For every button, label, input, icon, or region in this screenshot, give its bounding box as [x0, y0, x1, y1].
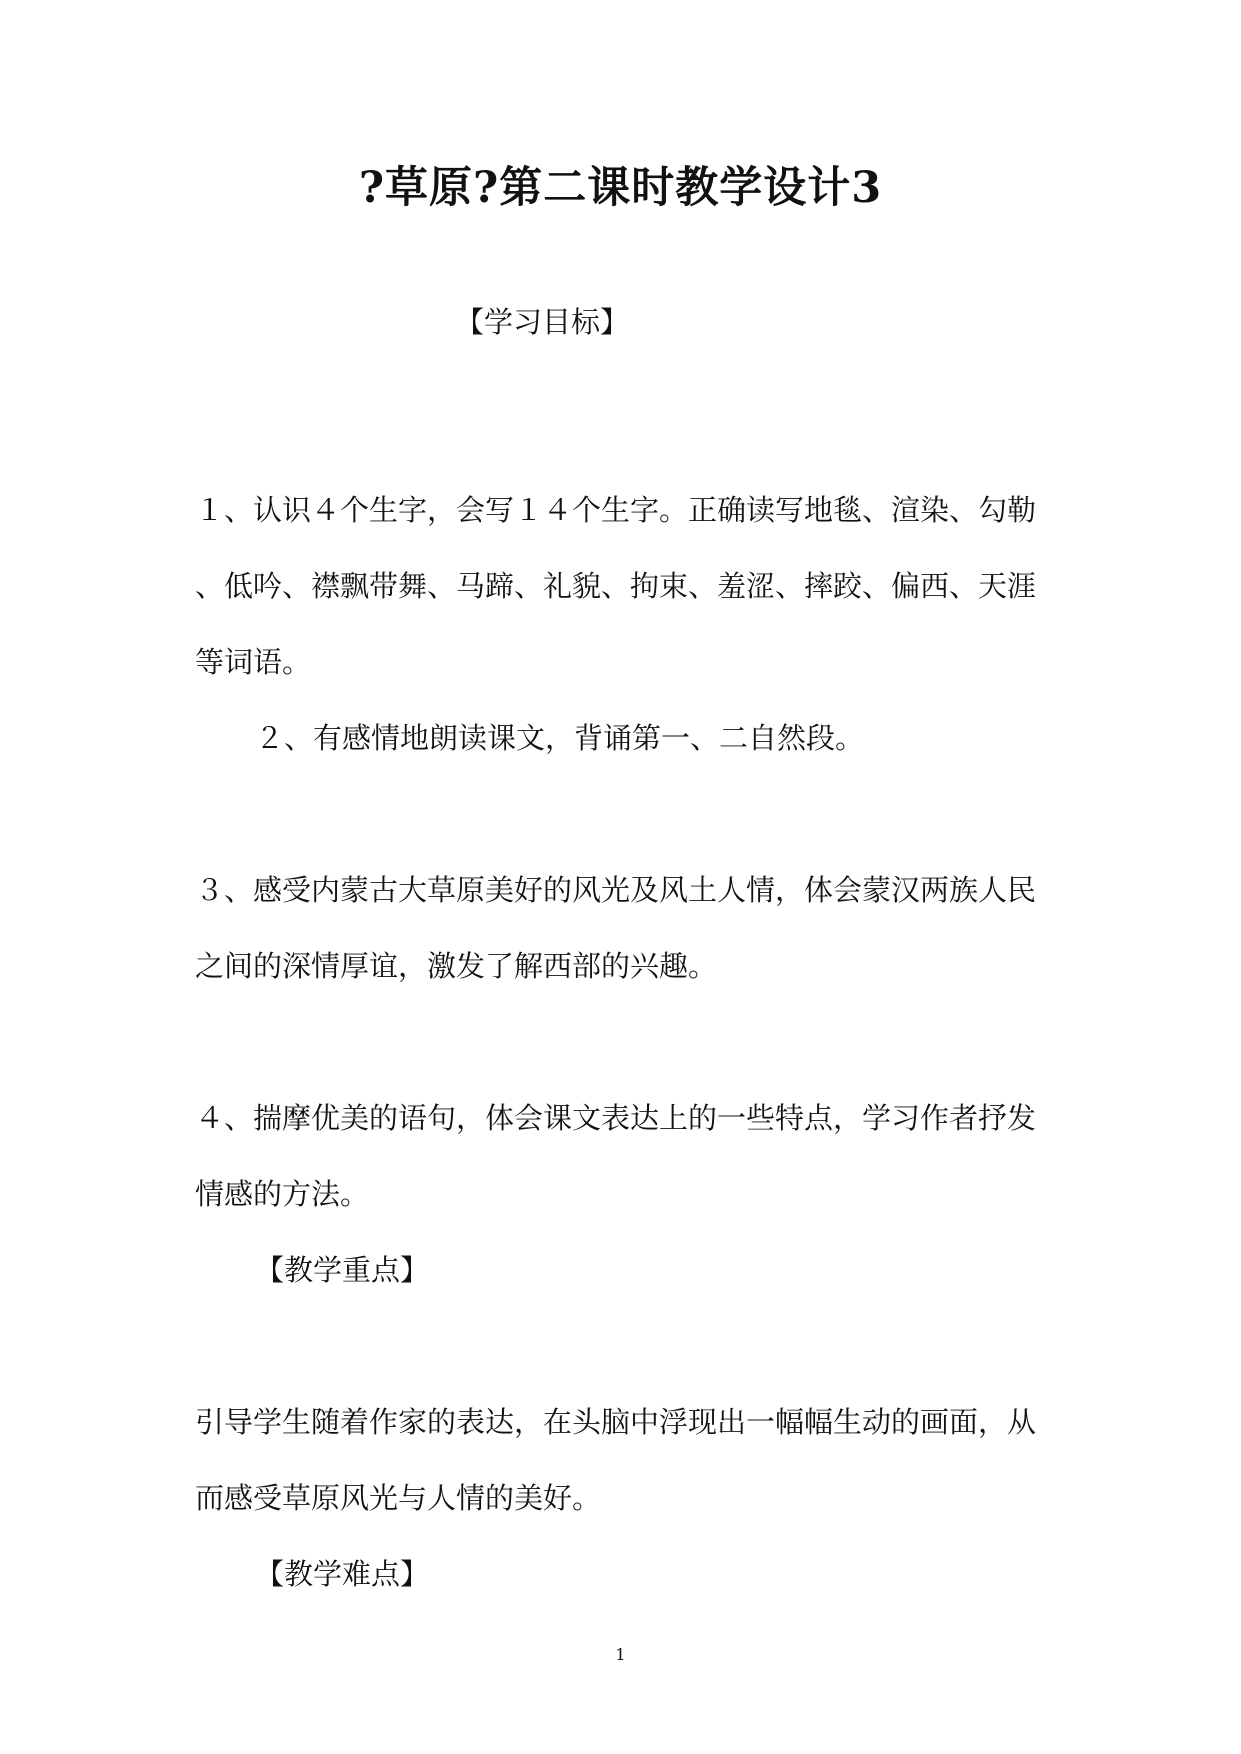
heading-difficulties: 【教学难点】 — [255, 1557, 430, 1591]
key-points-line-1: 引导学生随着作家的表达，在头脑中浮现出一幅幅生动的画面，从 — [195, 1405, 1037, 1439]
objective-1-line-3: 等词语。 — [195, 645, 312, 679]
objective-1-line-2: 、低吟、襟飘带舞、马蹄、礼貌、拘束、羞涩、摔跤、偏西、天涯 — [195, 569, 1037, 603]
heading-objectives: 【学习目标】 — [455, 305, 630, 339]
objective-2: ２、有感情地朗读课文，背诵第一、二自然段。 — [255, 721, 865, 755]
objective-4-line-2: 情感的方法。 — [195, 1177, 370, 1211]
page-number: 1 — [615, 1645, 626, 1664]
objective-1-line-1: １、认识４个生字，会写１４个生字。正确读写地毯、渲染、勾勒 — [195, 493, 1037, 527]
objective-3-line-1: ３、感受内蒙古大草原美好的风光及风土人情，体会蒙汉两族人民 — [195, 873, 1037, 907]
key-points-line-2: 而感受草原风光与人情的美好。 — [195, 1481, 602, 1515]
document-title: ?草原?第二课时教学设计3 — [358, 163, 883, 213]
objective-3-line-2: 之间的深情厚谊，激发了解西部的兴趣。 — [195, 949, 718, 983]
heading-key-points: 【教学重点】 — [255, 1253, 430, 1287]
objective-4-line-1: ４、揣摩优美的语句，体会课文表达上的一些特点，学习作者抒发 — [195, 1101, 1037, 1135]
